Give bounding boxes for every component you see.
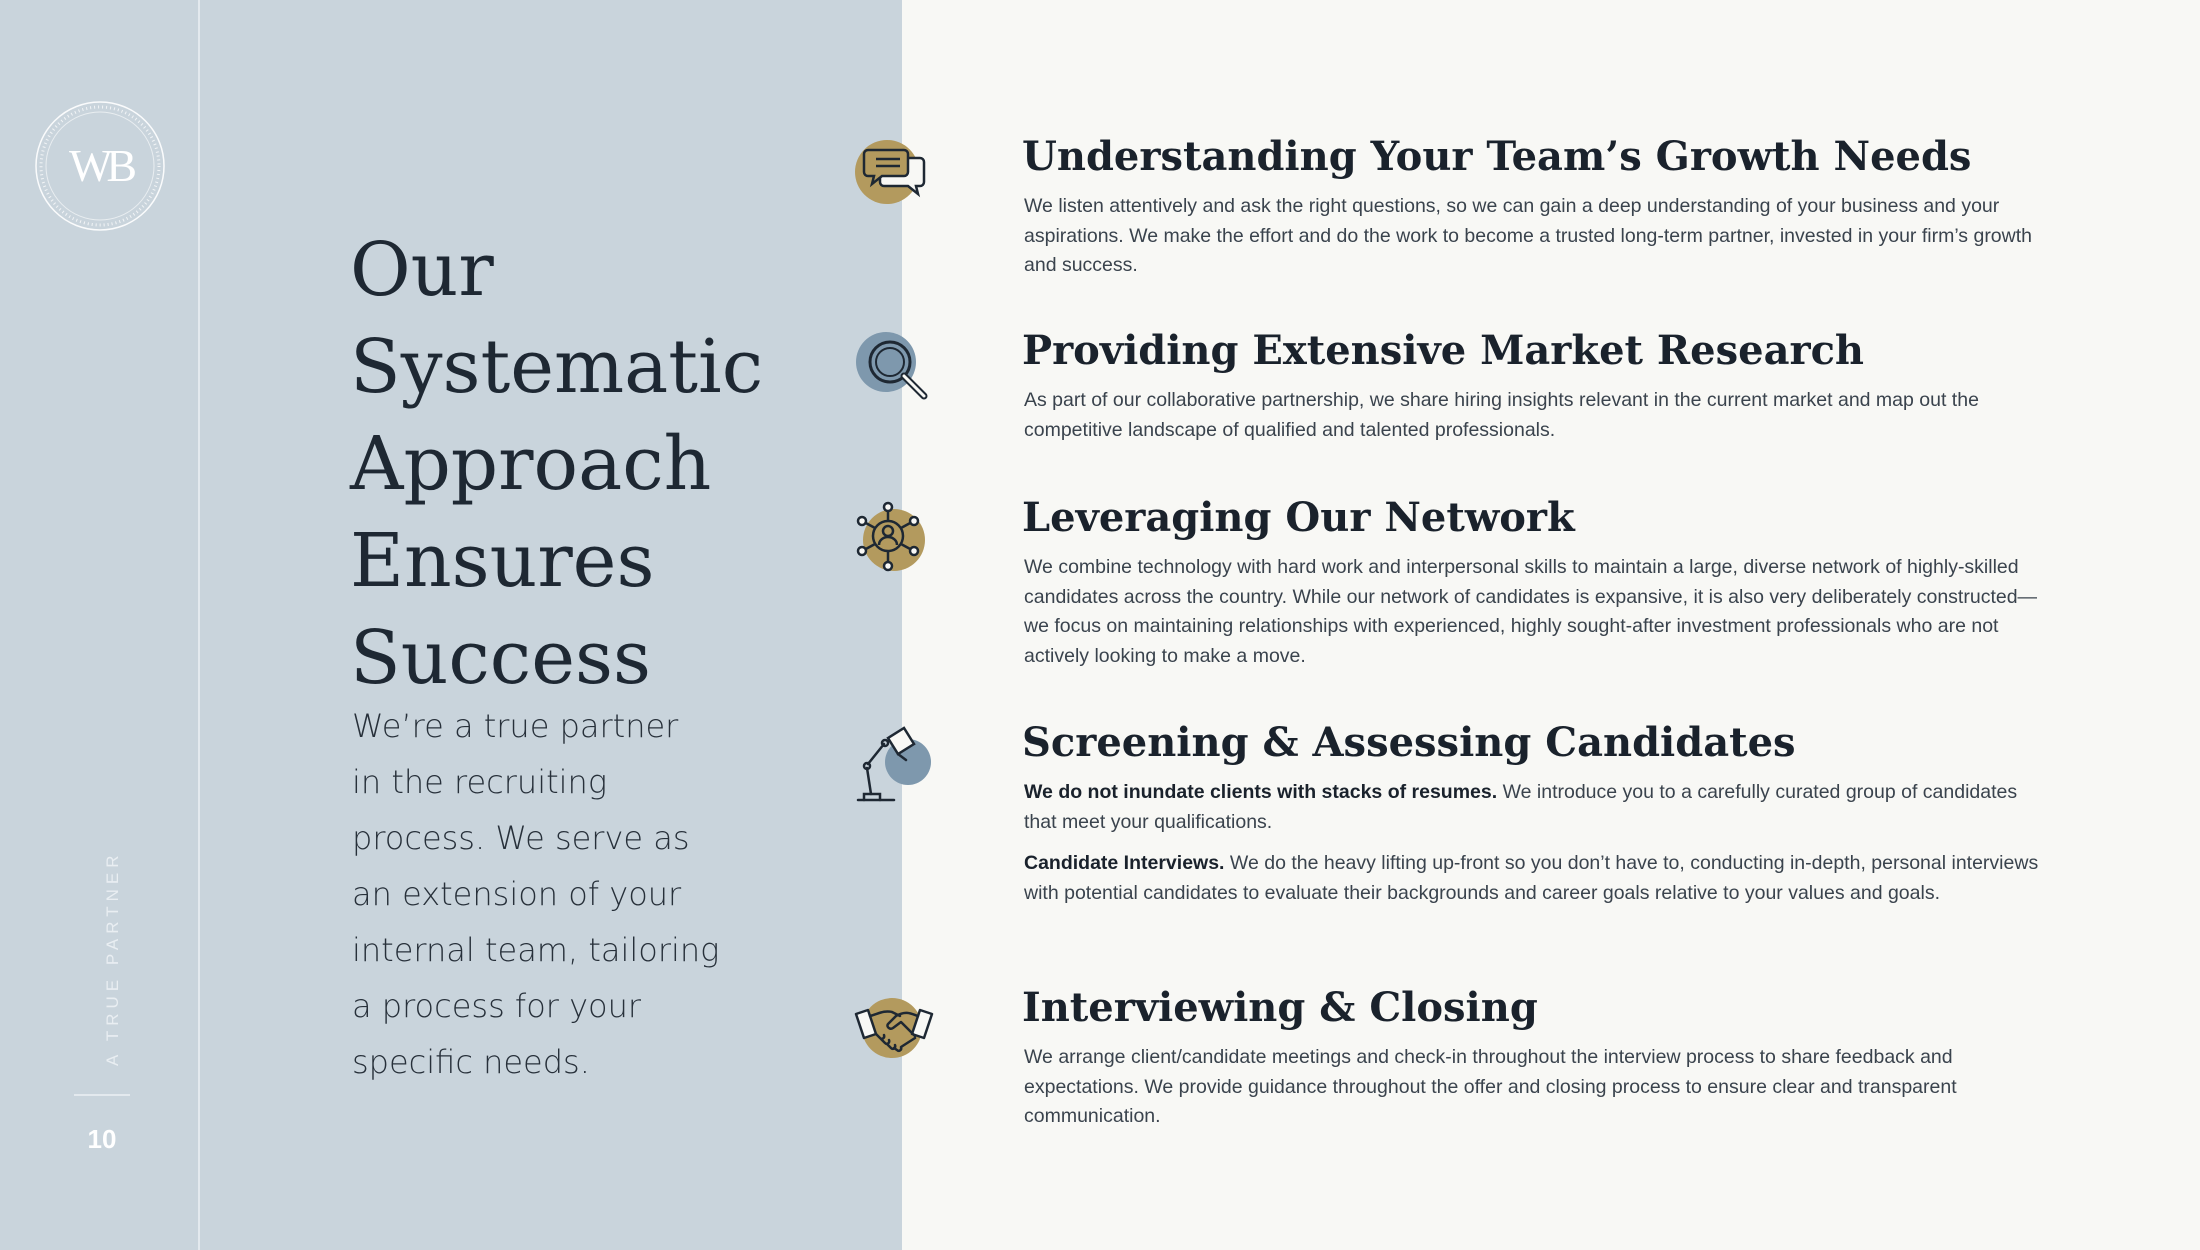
intro-text [352,698,792,1090]
section-title: Providing Extensive Market Research [1022,327,1865,374]
vertical-tagline-text: A TRUE PARTNER [103,850,122,1066]
page-number: 10 [87,1124,117,1154]
section-body: We combine technology with hard work and interpersonal skills to maintain a large, diverse network of highly-skilled candidates across the country. While our network of candidates is expansive, it is also very deliberately constructed—we focus on maintaining relationships with experienced, highly sought-after investment professionals who are not actively looking to make a move. [1024,556,2038,667]
intro-line: an extension of your [352,875,682,913]
section-body-bold: Candidate Interviews. [1024,852,1225,874]
desk-lamp-icon [854,724,934,804]
title-line: Systematic [350,323,764,410]
network-icon [854,500,934,580]
section-body: As part of our collaborative partnership, we share hiring insights relevant in the current market and map out the competitive landscape of qualified and talented professionals. [1024,389,1979,441]
title-line: Our [350,226,494,313]
section-closing [1022,983,2042,1132]
section-body-bold: We do not inundate clients with stacks of resumes. [1024,781,1498,803]
title-line: Success [350,614,651,701]
section-growth-needs [1022,132,2042,281]
intro-line: in the recruiting [352,763,608,801]
section-screening [1022,718,2042,908]
intro-line: process. We serve as [352,819,690,857]
chat-bubbles-icon [854,132,934,212]
section-title: Screening & Assessing Candidates [1022,719,1796,766]
section-body: We listen attentively and ask the right questions, so we can gain a deep understanding of your business and your aspirations. We make the effort and do the work to become a trusted long-term partner, invested in your firm’s growth and success. [1024,195,2033,276]
section-body: We arrange client/candidate meetings and check-in throughout the interview process to share feedback and expectations. We provide guidance throughout the offer and closing process to ensure clear and transparent communication. [1024,1046,1957,1127]
logo [34,100,166,232]
intro-line: a process for your [352,987,642,1025]
intro-line: We’re a true partner [352,707,679,745]
section-body-interviews [1024,849,2040,908]
logo-monogram: WB [68,140,132,191]
intro-line: internal team, tailoring [352,931,720,969]
section-title: Interviewing & Closing [1022,984,1538,1031]
section-title: Understanding Your Team’s Growth Needs [1022,133,1972,180]
section-body-text: We introduce you to a carefully curated group of candidates that meet your qualifications. [1024,781,2018,833]
title-line: Ensures [350,517,655,604]
intro-line: specific needs. [352,1043,590,1081]
page-title [350,222,870,707]
section-body-resumes [1024,778,2040,837]
section-title: Leveraging Our Network [1022,494,1575,541]
handshake-icon [854,988,934,1068]
magnifying-glass-icon [854,326,934,406]
section-market-research [1022,326,2042,445]
title-line: Approach [350,420,712,507]
section-body-text: We do the heavy lifting up-front so you don’t have to, conducting in-depth, personal interviews with potential candidates to evaluate their backgrounds and career goals relative to your values and goals. [1024,852,2039,904]
sidebar-divider [74,1094,130,1096]
sidebar [0,0,200,1250]
section-network [1022,493,2042,671]
